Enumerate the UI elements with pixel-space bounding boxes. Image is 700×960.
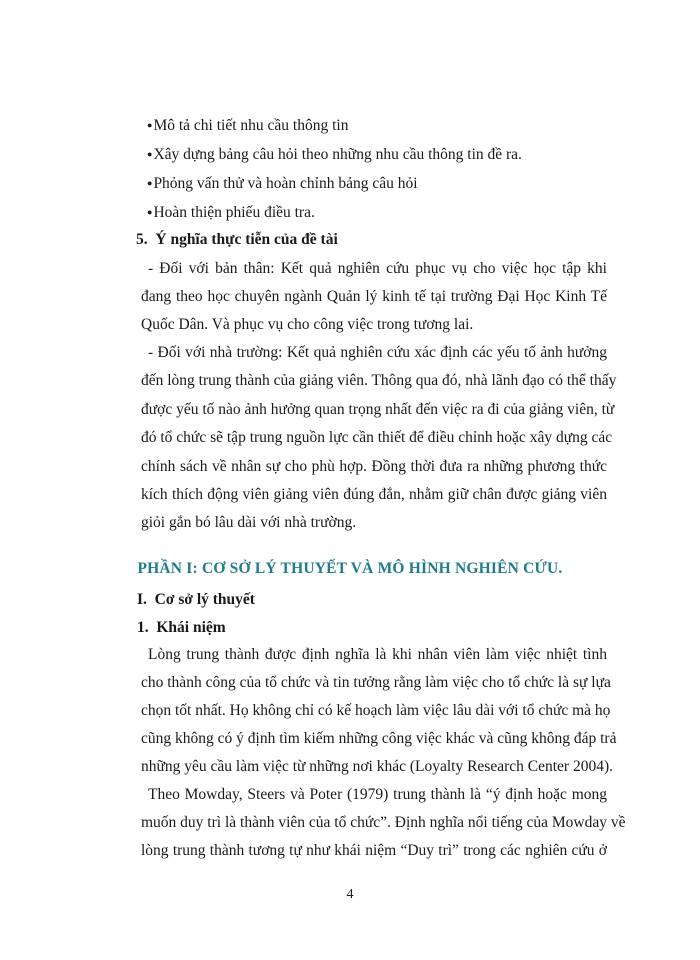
bullet-item: ●Phỏng vấn thử và hoàn chỉnh bảng câu hỏi xyxy=(147,175,418,192)
bullet-item: ●Mô tả chi tiết nhu cầu thông tin xyxy=(147,117,349,134)
paragraph-line: chọn tốt nhất. Họ không chỉ có kế hoạch làm việc lâu dài với tổ chức mà họ xyxy=(141,702,611,719)
paragraph-line: muốn duy trì là thành viên của tổ chức”. Định nghĩa nổi tiếng của Mowday về xyxy=(141,814,626,831)
bullet-icon: ● xyxy=(147,207,153,217)
bullet-item: ●Hoàn thiện phiếu điều tra. xyxy=(147,204,315,221)
paragraph-line: những yêu cầu làm việc từ những nơi khác (Loyalty Research Center 2004). xyxy=(141,758,613,775)
subheading-concept: 1. Khái niệm xyxy=(137,619,226,636)
bullet-icon: ● xyxy=(147,178,153,188)
paragraph-line: cũng không có ý định tìm kiếm những công việc khác và cũng không đáp trả xyxy=(141,730,617,747)
paragraph-line: - Đối với bản thân: Kết quả nghiên cứu phục vụ cho việc học tập khi xyxy=(148,260,607,277)
paragraph-line: cho thành công của tổ chức và tin tưởng rằng làm việc cho tổ chức là sự lựa xyxy=(141,674,611,691)
bullet-item: ●Xây dựng bảng câu hỏi theo những nhu cầu thông tin đề ra. xyxy=(147,146,522,163)
paragraph-line: được yếu tố nào ảnh hưởng quan trọng nhất đến việc ra đi của giảng viên, từ xyxy=(141,401,615,418)
paragraph-line: lòng trung thành tương tự như khái niệm “Duy trì” trong các nghiên cứu ở xyxy=(141,842,607,859)
paragraph-line: đó tổ chức sẽ tập trung nguồn lực cần thiết để điều chỉnh hoặc xây dựng các xyxy=(141,429,613,446)
page-number: 4 xyxy=(346,887,354,902)
bullet-icon: ● xyxy=(147,120,153,130)
paragraph-line: đang theo học chuyên ngành Quản lý kinh tế tại trường Đại Học Kinh Tế xyxy=(141,288,607,305)
paragraph-line: - Đối với nhà trường: Kết quả nghiên cứu xác định các yếu tố ảnh hưởng xyxy=(148,344,607,361)
paragraph-line: kích thích động viên giảng viên đúng đắn, nhằm giữ chân được giảng viên xyxy=(141,486,607,503)
bullet-icon: ● xyxy=(147,149,153,159)
part-1-heading: PHẦN I: CƠ SỞ LÝ THUYẾT VÀ MÔ HÌNH NGHIÊN CỨU. xyxy=(137,560,563,577)
section-5-heading: 5. Ý nghĩa thực tiễn của đề tài xyxy=(136,231,338,248)
paragraph-line: giỏi gắn bó lâu dài với nhà trường. xyxy=(141,514,357,531)
paragraph-line: Lòng trung thành được định nghĩa là khi nhân viên làm việc nhiệt tình xyxy=(148,646,607,663)
paragraph-line: Quốc Dân. Và phục vụ cho công việc trong tương lai. xyxy=(141,316,474,333)
subheading-theory: I. Cơ sở lý thuyết xyxy=(137,591,255,608)
paragraph-line: chính sách về nhân sự cho phù hợp. Đồng thời đưa ra những phương thức xyxy=(141,458,607,475)
paragraph-line: đến lòng trung thành của giảng viên. Thông qua đó, nhà lãnh đạo có thể thấy xyxy=(141,372,617,389)
paragraph-line: Theo Mowday, Steers và Poter (1979) trung thành là “ý định hoặc mong xyxy=(148,786,607,803)
